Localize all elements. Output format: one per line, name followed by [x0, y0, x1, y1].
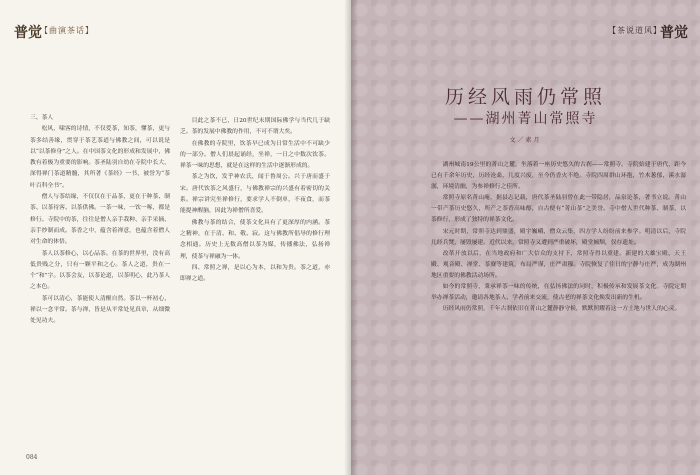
paragraph: 佛教与茶的结合，使茶文化具有了更深厚的内涵。茶之精神，在于清、和、敬、寂。这与佛教所倡导的修行理念相通。历史上无数高僧以茶为媒，传播佛法，弘扬禅理，使茶与禅融为一体。: [180, 219, 330, 260]
paragraph: 湖州城南19公里的菁山之麓，坐落着一座历史悠久的古刹——常照寺。寺院始建于唐代，距今已有千余年历史，历经沧桑，几度兴废，至今仍香火不绝。寺院四周群山环抱，竹木葱郁，溪水潺潺，环境清幽，为参禅修行之佳所。: [431, 162, 686, 191]
section-tag: 【曲演茶话】: [40, 26, 94, 35]
article-title: 历经风雨仍常照: [444, 86, 606, 108]
section-heading: 三、茶人: [30, 115, 54, 121]
text-column-1: [30, 113, 170, 328]
page-gutter: [344, 0, 358, 475]
paragraph: 四、常照之禅，是以心为本，以和为贵。茶之道，亦即禅之道。: [180, 264, 330, 283]
brand-logo: 普觉: [660, 25, 688, 41]
paragraph: 在佛教的寺院里，饮茶早已成为日常生活中不可缺少的一部分。僧人们晨起诵经，坐禅，一日之中数次饮茶。禅茶一味的思想，就是在这样的生活中逐渐形成的。: [180, 140, 330, 170]
paragraph: 宋元时期，常照寺达到鼎盛，殿宇巍峨，僧众云集，四方学人纷纷前来参学。明清以后，寺院几经兵燹，屡毁屡建。近代以来，常照寺又遭到严重破坏，殿堂倾颓，仅存遗址。: [431, 228, 686, 246]
byline: 文／素月: [509, 137, 542, 144]
paragraph: 茶之为饮，发乎神农氏，闻于鲁周公。兴于唐而盛于宋。唐代饮茶之风盛行，与佛教禅宗的兴盛有着密切的关系。禅宗讲究坐禅修行，要求学人不倒单，不夜食，而茶能提神醒脑，因此为禅僧所喜爱。: [180, 174, 330, 215]
paragraph: 茶可以清心，茶能使人清醒自然。茶以一杯初心，禅以一念平常。茶与禅，皆是从平常处见真章，从细微处见功夫。: [30, 295, 170, 325]
article-body: [431, 160, 686, 315]
paragraph: 茶人以茶修心，以心品茶。在茶的世界里，没有高低贵贱之分，只有一颗平和之心。茶人之道，贵在一个“和”字。以茶会友，以茶论道，以茶明心，此乃茶人之本色。: [30, 250, 170, 291]
paragraph: 僧人与茶结缘，不仅仅在于品茶，更在于种茶、制茶、以茶待客、以茶供佛。一茶一味，一饮一啄，都是修行。寺院中的茶，往往是僧人亲手栽种、亲手采摘、亲手炒制而成。茶香之中，蕴含着禅意，也蕴含着僧人对生命的体悟。: [30, 194, 170, 246]
paragraph: 历经风雨仍常照，千年古刹依旧在菁山之麓静静守候，默默照耀着这一方土地与世人的心灵。: [442, 306, 681, 313]
paragraph: 改革开放以后，在当地政府和广大信众的支持下，常照寺得以重建。新建的大雄宝殿、天王殿、观音殿、禅堂、茶寮等建筑，布局严谨，庄严肃穆。寺院恢复了往日的宁静与庄严，成为湖州地区重要的佛教活动场所。: [431, 250, 686, 279]
paragraph: 松风，啸客的诗情，不仅爱茶，知茶，懂茶，更与茶多结善缘，贯穿于茶艺茶道与佛教之间，可以说是以“以茶修身”之人。在中国茶文化的形成和发展中，佛教有着极为重要的影响。茶圣陆羽自幼在寺院中长大，深得禅门茶道精髓，其所著《茶经》一书，被誉为“茶叶百科全书”。: [30, 126, 170, 189]
text-column-2: [180, 116, 330, 285]
brand-logo: 普觉: [14, 25, 42, 41]
right-page: [351, 0, 700, 475]
page-number: 084: [26, 454, 38, 461]
paragraph: 目此之茶不已，日20世纪末期国际佛学与当代几于缺乏。茶的发展中佛教的作用，不可不谓大矣。: [180, 118, 330, 136]
paragraph: 如今的常照寺，秉承禅茶一味的传统，在弘扬佛法的同时，积极传承和发展茶文化。寺院定期举办禅茶活动，邀请各地茶人、学者前来交流，使古老的禅茶文化焕发出新的生机。: [431, 284, 686, 302]
section-tag: 【茶说道风】: [608, 26, 662, 35]
article-subtitle: ——湖州菁山常照寺: [453, 111, 598, 127]
paragraph: 常照寺原名菁山庵，据县志记载，唐代茶圣陆羽曾在此一带隐居，品泉论茶，著书立说。菁山一带产茶历史悠久，所产之茶香高味醇，自古便有“菁山茶”之美誉。寺中僧人世代种茶、制茶，以茶修行，形成了独特的禅茶文化。: [431, 195, 686, 224]
